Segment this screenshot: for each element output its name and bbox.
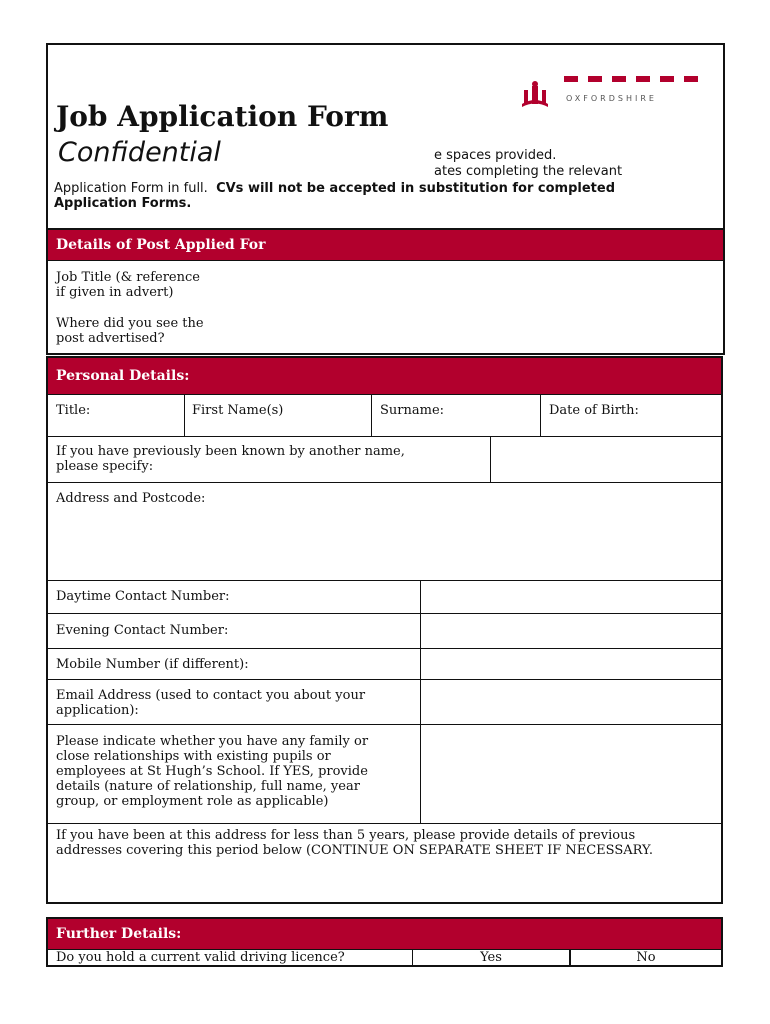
intro-line-3-bold: CVs will not be accepted in substitution for completed bbox=[216, 181, 616, 196]
where-advertised-line-1: Where did you see the bbox=[56, 316, 204, 331]
further-section-heading: Further Details: bbox=[48, 919, 721, 949]
daytime-number-field[interactable] bbox=[421, 581, 721, 613]
address-field[interactable] bbox=[48, 506, 721, 580]
email-label bbox=[48, 684, 418, 722]
dob-label: Date of Birth: bbox=[549, 403, 639, 418]
job-title-field[interactable] bbox=[310, 262, 720, 304]
intro-line-4 bbox=[54, 196, 191, 211]
daytime-number-label: Daytime Contact Number: bbox=[56, 589, 230, 604]
previous-addresses-field[interactable] bbox=[48, 860, 721, 902]
where-advertised-line-2: post advertised? bbox=[56, 331, 165, 346]
form-subtitle: Confidential bbox=[58, 137, 221, 168]
family-line-2: close relationships with existing pupils or bbox=[56, 749, 331, 764]
email-field[interactable] bbox=[421, 680, 721, 724]
previous-name-line-1: If you have previously been known by another name, bbox=[56, 444, 405, 459]
previous-addresses-line-2: addresses covering this period below (CONTINUE ON SEPARATE SHEET IF NECESSARY. bbox=[56, 843, 654, 858]
mobile-number-label: Mobile Number (if different): bbox=[56, 657, 249, 672]
intro-line-3-normal: Application Form in full. bbox=[54, 181, 208, 196]
email-label-line-2: application): bbox=[56, 703, 139, 718]
intro-line-1: e spaces provided. bbox=[434, 148, 557, 163]
where-advertised-field[interactable] bbox=[310, 308, 720, 352]
post-section-heading: Details of Post Applied For bbox=[48, 230, 723, 260]
family-line-1: Please indicate whether you have any family or bbox=[56, 734, 369, 749]
job-title-label-line-1: Job Title (& reference bbox=[56, 270, 200, 285]
family-relationship-label bbox=[48, 730, 418, 813]
evening-number-field[interactable] bbox=[421, 614, 721, 648]
first-name-label: First Name(s) bbox=[192, 403, 284, 418]
intro-line-4-bold: Application Forms. bbox=[54, 196, 192, 211]
divider bbox=[48, 260, 723, 261]
family-line-3: employees at St Hugh’s School. If YES, provide bbox=[56, 764, 368, 779]
evening-number-label: Evening Contact Number: bbox=[56, 623, 229, 638]
intro-line-3 bbox=[54, 181, 615, 196]
driving-licence-question: Do you hold a current valid driving licence? bbox=[56, 950, 345, 965]
divider bbox=[48, 394, 721, 395]
job-title-label bbox=[48, 266, 308, 304]
logo-text: OXFORDSHIRE bbox=[566, 94, 657, 103]
address-label: Address and Postcode: bbox=[56, 491, 206, 506]
personal-section-heading: Personal Details: bbox=[48, 358, 721, 394]
divider bbox=[48, 482, 721, 483]
where-advertised-label bbox=[48, 312, 308, 350]
school-logo bbox=[518, 76, 718, 112]
previous-name-field[interactable] bbox=[491, 437, 721, 481]
form-title: Job Application Form bbox=[56, 100, 389, 133]
licence-yes-option[interactable]: Yes bbox=[480, 950, 502, 965]
mobile-number-field[interactable] bbox=[421, 649, 721, 679]
family-line-4: details (nature of relationship, full name, year bbox=[56, 779, 360, 794]
title-label: Title: bbox=[56, 403, 91, 418]
email-label-line-1: Email Address (used to contact you about your bbox=[56, 688, 366, 703]
job-title-label-line-2: if given in advert) bbox=[56, 285, 174, 300]
previous-addresses-label bbox=[48, 824, 718, 862]
family-relationship-field[interactable] bbox=[421, 725, 721, 823]
surname-label: Surname: bbox=[380, 403, 445, 418]
previous-name-line-2: please specify: bbox=[56, 459, 154, 474]
intro-line-2: ates completing the relevant bbox=[434, 164, 623, 179]
previous-addresses-line-1: If you have been at this address for less than 5 years, please provide details of previous bbox=[56, 828, 636, 843]
family-line-5: group, or employment role as applicable) bbox=[56, 794, 329, 809]
previous-name-label bbox=[48, 440, 488, 478]
licence-no-option[interactable]: No bbox=[636, 950, 656, 965]
